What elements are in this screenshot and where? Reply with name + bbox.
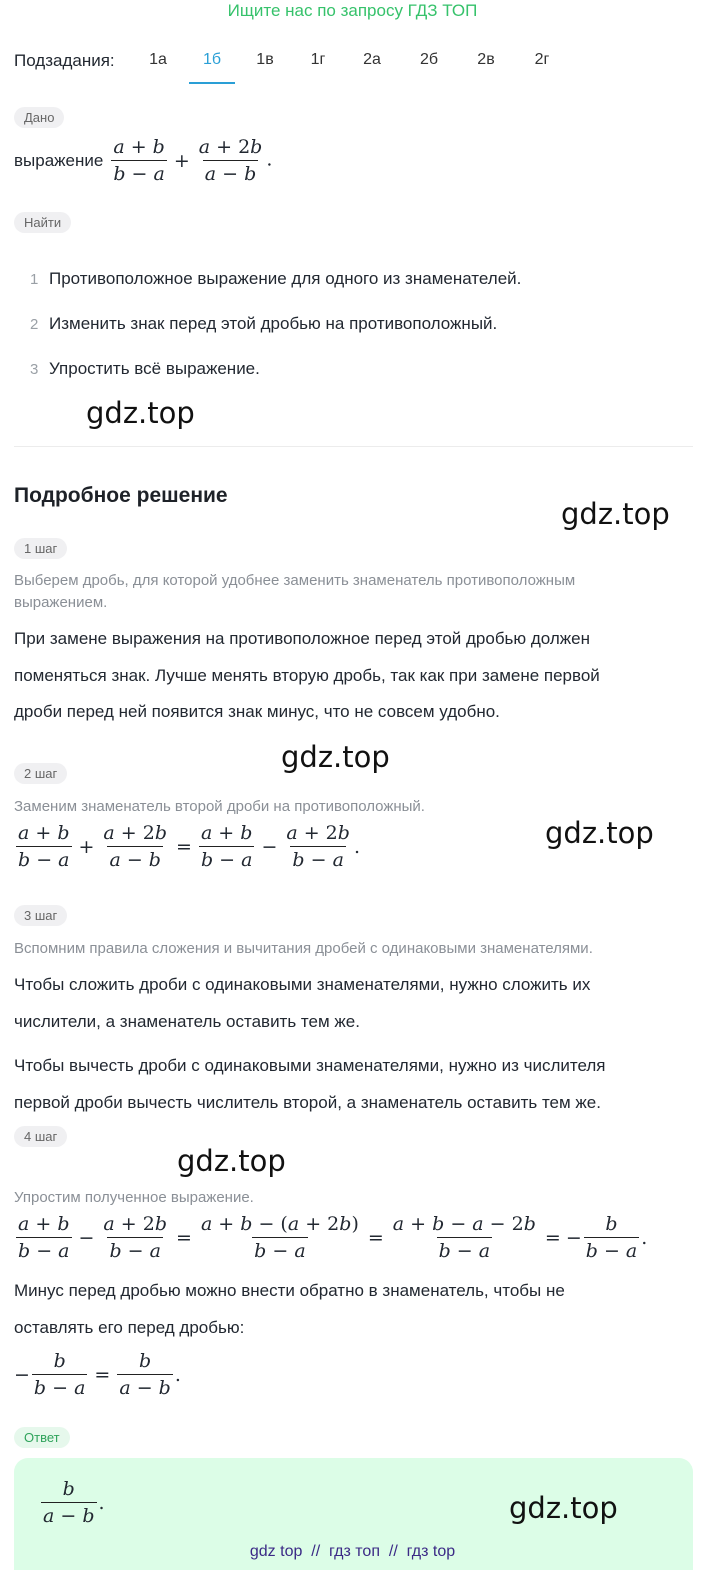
step2-formula: $\frac{a + b}{b - a}$ + $\frac{a + 2b}{a - b}$ = $\frac{a + b}{b - a}$ − $\frac{a + 2b}{b - a}$ . [18,822,360,871]
watermark: gdz.top [86,396,195,430]
solution-title: Подробное решение [14,484,228,507]
given-formula: $\frac{a + b}{b - a}$ + $\frac{a + 2b}{a - b}$ . [113,136,273,185]
tab-1g[interactable]: 1г [310,51,326,68]
find-step-text: Изменить знак перед этой дробью на противоположный. [49,314,498,333]
tab-2a[interactable]: 2а [363,51,381,68]
step4-result-formula: − $\frac{b}{b - a}$ = $\frac{b}{a - b}$ . [14,1350,181,1399]
step1-hint: Выберем дробь, для которой удобнее заменить знаменатель противоположным выражением. [14,572,576,611]
find-step-text: Упростить всё выражение. [49,359,260,378]
divider [14,446,693,447]
step4-hint: Упростим полученное выражение. [14,1189,254,1206]
step2-pill: 2 шаг [14,763,67,784]
given-pill: Дано [14,107,64,128]
tab-1a[interactable]: 1а [149,51,167,68]
tab-2v[interactable]: 2в [477,51,495,68]
subtasks-bar [14,48,693,82]
watermark: gdz.top [545,816,654,850]
step3-hint: Вспомним правила сложения и вычитания дробей с одинаковыми знаменателями. [14,940,593,957]
footer-text[interactable]: gdz top // гдз топ // гдз top [249,1543,456,1560]
step3-line: Чтобы вычесть дроби с одинаковыми знаменателями, нужно из числителя [14,1056,606,1075]
watermark: gdz.top [177,1144,286,1178]
tab-1b[interactable]: 1б [189,51,235,84]
watermark: gdz.top [509,1491,618,1525]
step1-line: При замене выражения на противоположное перед этой дробью должен [14,629,591,648]
given-expression [14,136,272,185]
step3-line: числители, а знаменатель оставить тем же. [14,1012,360,1031]
find-pill: Найти [14,212,71,233]
step3-line: первой дроби вычесть числитель второй, а знаменатель оставить тем же. [14,1093,601,1112]
answer-formula: $\frac{b}{a - b}$ . [43,1478,105,1527]
step-number: 3 [30,361,39,378]
tab-1v[interactable]: 1в [256,51,274,68]
watermark: gdz.top [561,497,670,531]
step3-pill: 3 шаг [14,905,67,926]
step4-pill: 4 шаг [14,1126,67,1147]
answer-pill: Ответ [14,1427,70,1448]
watermark: gdz.top [281,740,390,774]
step3-line: Чтобы сложить дроби с одинаковыми знаменателями, нужно сложить их [14,975,591,994]
step-number: 2 [30,316,39,333]
step4-line: Минус перед дробью можно внести обратно в знаменатель, чтобы не [14,1281,565,1300]
footer-links[interactable] [0,1543,705,1561]
step2-hint: Заменим знаменатель второй дроби на противоположный. [14,798,425,815]
given-prefix: выражение [14,150,104,170]
step-number: 1 [30,271,39,288]
step1-line: поменяться знак. Лучше менять вторую дробь, так как при замене первой [14,666,600,685]
tab-2g[interactable]: 2г [534,51,550,68]
subtasks-label: Подзадания: [14,51,115,70]
step1-pill: 1 шаг [14,538,67,559]
step4-line: оставлять его перед дробью: [14,1318,245,1337]
find-step-text: Противоположное выражение для одного из знаменателей. [49,269,522,288]
search-banner: Ищите нас по запросу ГДЗ ТОП [227,1,478,20]
step4-formula: $\frac{a + b}{b - a}$ − $\frac{a + 2b}{b - a}$ = $\frac{a + b - (a + 2b)}{b - a}$ = $\frac{a + b - a - 2b}{b - a}$ = − $\frac{b}{b - a}$ . [18,1213,648,1262]
tab-2b[interactable]: 2б [419,51,439,68]
step1-line: дроби перед ней появится знак минус, что не совсем удобно. [14,702,500,721]
